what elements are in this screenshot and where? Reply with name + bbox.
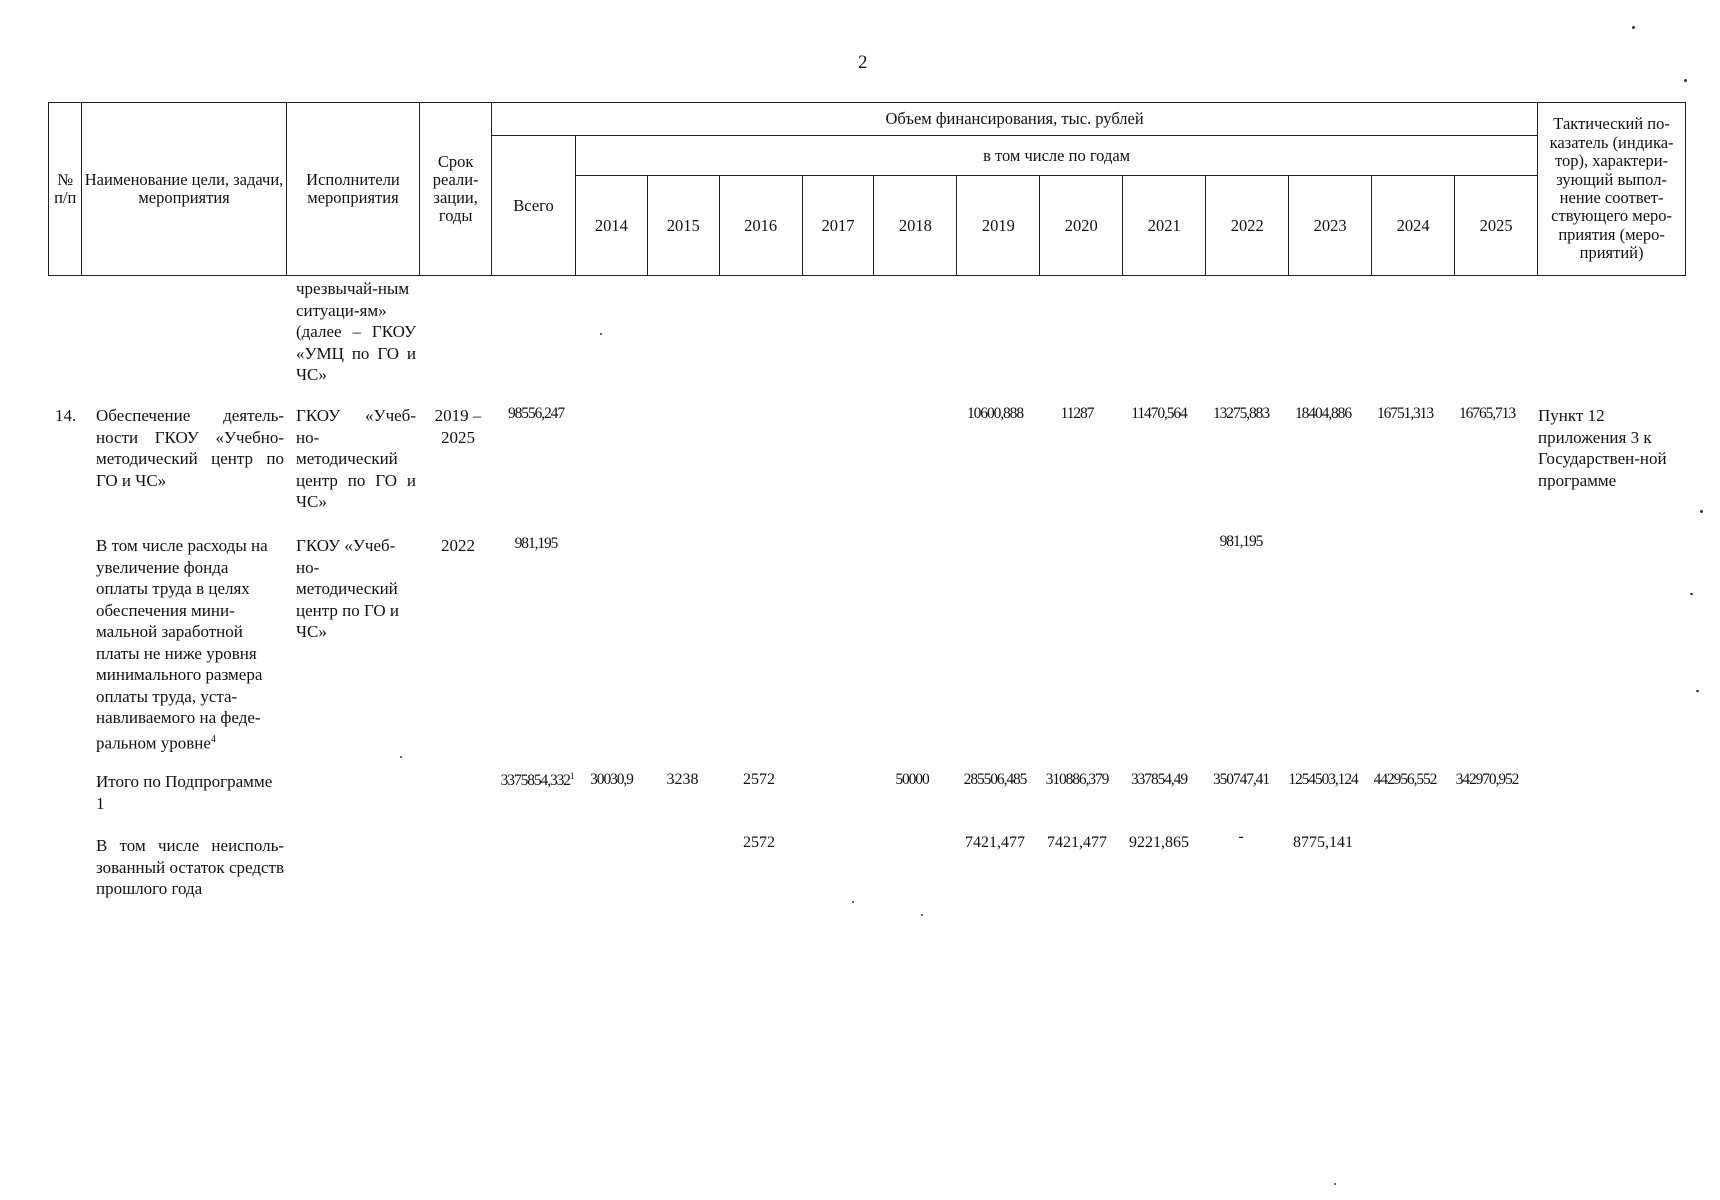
wage-row-footnote: 4 — [210, 733, 216, 745]
row14-y2024: 16751,313 — [1377, 405, 1433, 422]
unused-row-y2022: - — [1238, 828, 1244, 845]
header-year: 2023 — [1289, 176, 1372, 276]
row14-executor: ГКОУ «Учеб-но-методический центр по ГО и ЧС» — [296, 406, 416, 511]
header-year: 2016 — [719, 176, 802, 276]
total-row-y2015: 3238 — [666, 771, 699, 788]
row14-y2025: 16765,713 — [1459, 405, 1515, 422]
header-year: 2025 — [1455, 176, 1538, 276]
unused-row-y2021: 9221,865 — [1129, 834, 1189, 851]
row14-name: Обеспечение деятель-ности ГКОУ «Учебно-методический центр по ГО и ЧС» — [96, 406, 284, 490]
total-row-y2021: 337854,49 — [1131, 771, 1187, 788]
total-row-y2020: 310886,379 — [1045, 771, 1109, 788]
table-header — [48, 102, 1686, 276]
wage-row-name — [96, 535, 284, 754]
total-row-y2023: 1254503,124 — [1288, 771, 1358, 788]
header-year: 2021 — [1123, 176, 1206, 276]
header-year: 2020 — [1040, 176, 1123, 276]
total-row-total — [494, 771, 580, 790]
wage-row-name-text: В том числе расходы на увеличение фонда оплаты труда в целях обеспечения мини-мальной заработной платы не ниже уровня минимального размера оплаты труда, уста-навливаемого на феде-ральном уровне — [96, 536, 268, 753]
row14-y2023: 18404,886 — [1295, 405, 1351, 422]
total-row-total-value: 3375854,332 — [500, 772, 570, 790]
total-row-total-footnote: 1 — [569, 771, 574, 781]
scan-speck — [921, 914, 923, 916]
total-row-y2022: 350747,41 — [1213, 771, 1269, 788]
wage-row-y2022: 981,195 — [1219, 533, 1263, 550]
total-row-y2016: 2572 — [743, 771, 775, 788]
header-year: 2024 — [1372, 176, 1455, 276]
header-by-years: в том числе по годам — [576, 136, 1538, 176]
scan-speck — [852, 901, 854, 903]
unused-row-y2016: 2572 — [743, 834, 775, 851]
header-term: Срок реали-зации, годы — [420, 103, 492, 276]
row14-y2021: 11470,564 — [1131, 405, 1187, 422]
header-year: 2015 — [647, 176, 719, 276]
header-year: 2014 — [576, 176, 648, 276]
row14-total: 98556,247 — [508, 405, 564, 422]
header-funding: Объем финансирования, тыс. рублей — [492, 103, 1538, 136]
header-year: 2019 — [957, 176, 1040, 276]
total-row-y2024: 442956,552 — [1373, 771, 1437, 788]
header-name: Наименование цели, задачи, мероприятия — [82, 103, 286, 276]
scan-speck — [600, 333, 602, 335]
unused-row-y2023: 8775,141 — [1293, 834, 1353, 851]
carryover-executor: чрезвычай-ным ситуаци-ям» (далее – ГКОУ «УМЦ по ГО и ЧС» — [296, 279, 416, 384]
header-executors: Исполнители мероприятия — [286, 103, 420, 276]
row14-y2020: 11287 — [1060, 405, 1094, 422]
unused-row-y2019: 7421,477 — [965, 834, 1025, 851]
header-year: 2022 — [1206, 176, 1289, 276]
total-row-y2019: 285506,485 — [963, 771, 1027, 788]
row14-y2019: 10600,888 — [967, 405, 1023, 422]
scan-speck — [1632, 26, 1635, 29]
page-number: 2 — [858, 52, 868, 73]
row14-term: 2019 – 2025 — [434, 406, 482, 447]
wage-row-term: 2022 — [441, 536, 475, 555]
row14-indicator: Пункт 12 приложения 3 к Государствен-ной программе — [1538, 406, 1667, 490]
header-tactical: Тактический по-казатель (индика-тор), характери-зующий выпол-нение соответ-ствующего меро-приятия (меро-приятий) — [1538, 103, 1686, 276]
row14-number: 14. — [55, 406, 77, 425]
header-total: Всего — [492, 136, 576, 276]
header-year: 2017 — [802, 176, 874, 276]
total-row-y2025: 342970,952 — [1455, 771, 1519, 788]
total-row-name: Итого по Подпрограмме 1 — [96, 772, 273, 813]
total-row-y2018: 50000 — [895, 771, 929, 788]
unused-row-y2020: 7421,477 — [1047, 834, 1107, 851]
header-no: № п/п — [49, 103, 82, 276]
scan-speck — [1696, 690, 1699, 692]
scan-speck — [1700, 510, 1703, 513]
header-year: 2018 — [874, 176, 957, 276]
scan-speck — [1334, 1183, 1336, 1185]
total-row-y2014: 30030,9 — [590, 771, 633, 788]
wage-row-total: 981,195 — [514, 535, 558, 552]
unused-row-name: В том числе неисполь-зованный остаток средств прошлого года — [96, 836, 284, 898]
scan-speck — [1690, 593, 1693, 595]
wage-row-executor: ГКОУ «Учеб-но-методический центр по ГО и ЧС» — [296, 536, 400, 641]
scan-speck — [400, 756, 402, 758]
scan-speck — [1684, 79, 1687, 82]
row14-y2022: 13275,883 — [1213, 405, 1269, 422]
